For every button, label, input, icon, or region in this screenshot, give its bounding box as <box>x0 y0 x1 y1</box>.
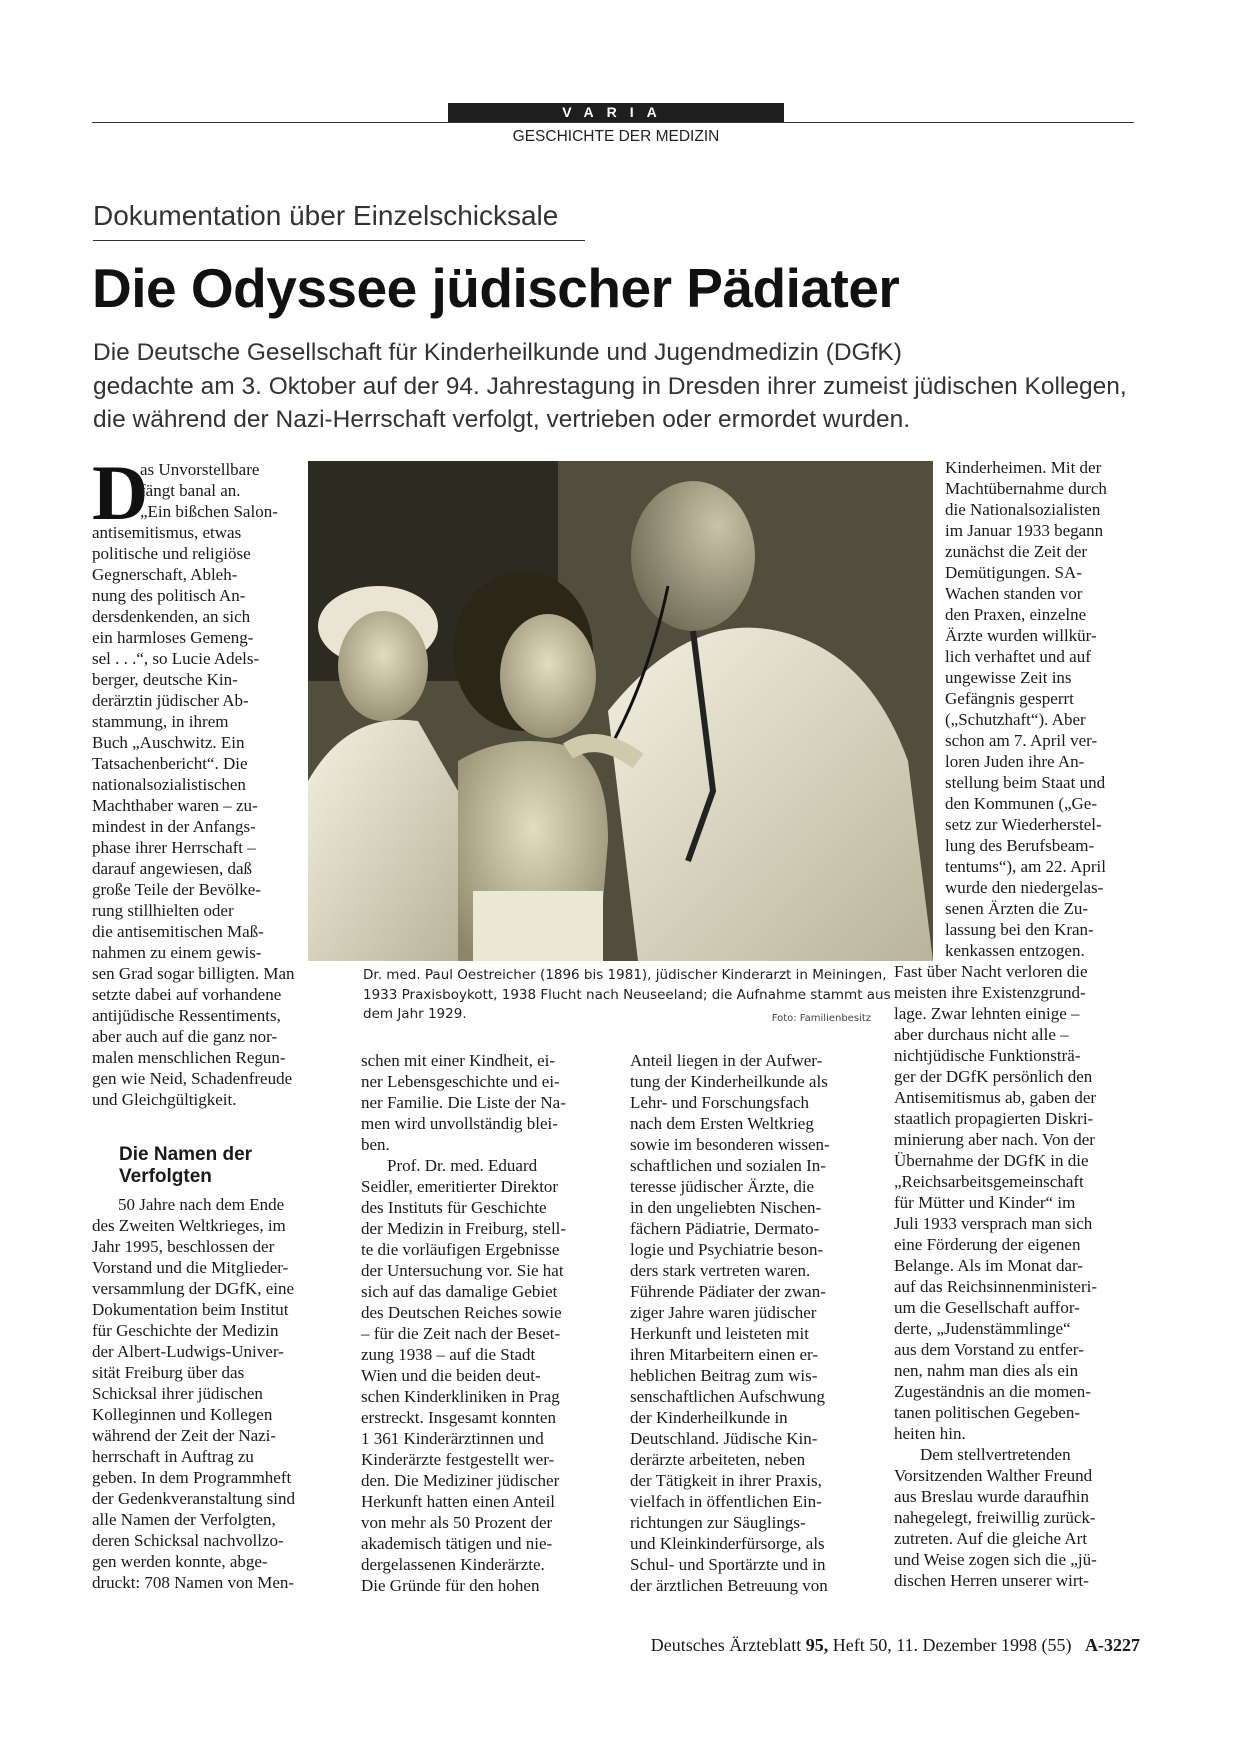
text-line: akademisch tätigen und nie- <box>361 1534 553 1553</box>
text-line: ein harmloses Gemeng- <box>92 628 254 647</box>
text-line: sität Freiburg über das <box>92 1363 245 1382</box>
text-line: für Geschichte der Medizin <box>92 1321 279 1340</box>
text-line: geben. In dem Programmheft <box>92 1468 292 1487</box>
text-line: Wachen standen vor <box>945 584 1083 603</box>
text-line: Demütigungen. SA- <box>945 563 1082 582</box>
text-line: ner Familie. Die Liste der Na- <box>361 1093 566 1112</box>
text-line: fächern Pädiatrie, Dermato- <box>630 1219 820 1238</box>
text-line: um die Gesellschaft auffor- <box>894 1298 1080 1317</box>
text-line: politische und religiöse <box>92 544 251 563</box>
text-line: wurde den niedergelas- <box>945 878 1104 897</box>
text-line: Deutschland. Jüdische Kin- <box>630 1429 818 1448</box>
lead-line: Die Deutsche Gesellschaft für Kinderheilkunde und Jugendmedizin (DGfK) <box>93 339 902 366</box>
caption-line: 1933 Praxisboykott, 1938 Flucht nach Neuseeland; die Aufnahme stammt aus <box>363 986 891 1003</box>
text-line: tanen politischen Gegeben- <box>894 1403 1080 1422</box>
text-line: teresse jüdischer Ärzte, die <box>630 1177 815 1196</box>
text-line: nahmen zu einem gewis- <box>92 943 262 962</box>
text-line: des Deutschen Reiches sowie <box>361 1303 562 1322</box>
text-line: Die Gründe für den hohen <box>361 1576 540 1595</box>
page-number: A-3227 <box>1085 1635 1140 1655</box>
text-line: meisten ihre Existenzgrund- <box>894 983 1086 1002</box>
text-line: gen wie Neid, Schadenfreude <box>92 1069 293 1088</box>
text-line: nach dem Ersten Weltkrieg <box>630 1114 814 1133</box>
text-line: berger, deutsche Kin- <box>92 670 238 689</box>
text-line: versammlung der DGfK, eine <box>92 1279 295 1298</box>
text-line: zung 1938 – auf die Stadt <box>361 1345 536 1364</box>
text-line: der Medizin in Freiburg, stell- <box>361 1219 567 1238</box>
text-line: setz zur Wiederherstel- <box>945 815 1102 834</box>
text-line: nung des politisch An- <box>92 586 246 605</box>
column-2 <box>361 1050 602 1596</box>
text-line: Jahr 1995, beschlossen der <box>92 1237 275 1256</box>
text-line: Übernahme der DGfK in die <box>894 1151 1089 1170</box>
text-line: sen Grad sogar billigten. Man <box>92 964 295 983</box>
text-line: Vorstand und die Mitglieder- <box>92 1258 289 1277</box>
text-line: Fast über Nacht verloren die <box>894 962 1088 981</box>
text-line: den Kommunen („Ge- <box>945 794 1098 813</box>
text-line: ungewisse Zeit ins <box>945 668 1072 687</box>
text-line: dischen Herren unserer wirt- <box>894 1571 1089 1590</box>
text-line: Herkunft und leisteten mit <box>630 1324 809 1343</box>
text-line: Wien und die beiden deut- <box>361 1366 541 1385</box>
text-line: sich auf das damalige Gebiet <box>361 1282 558 1301</box>
text-line: gen werden konnte, abge- <box>92 1552 268 1571</box>
text-line: erstreckt. Insgesamt konnten <box>361 1408 556 1427</box>
text-line: Antisemitismus ab, gaben der <box>894 1088 1097 1107</box>
caption-line: dem Jahr 1929. <box>363 1006 467 1022</box>
text-line: und Weise zogen sich die „jü- <box>894 1550 1097 1569</box>
text-line: Juli 1933 versprach man sich <box>894 1214 1093 1233</box>
text-line: („Schutzhaft“). Aber <box>945 710 1086 729</box>
text-line: men wird unvollständig blei- <box>361 1114 558 1133</box>
column-1-bottom <box>92 1194 333 1593</box>
text-line: richtungen zur Säuglings- <box>630 1513 806 1532</box>
text-line: te die vorläufigen Ergebnisse <box>361 1240 560 1259</box>
text-line: tentums“), am 22. April <box>945 857 1107 876</box>
text-line: auf das Reichsinnenministeri- <box>894 1277 1098 1296</box>
text-line: Machthaber waren – zu- <box>92 796 258 815</box>
text-line: große Teile der Bevölke- <box>92 880 261 899</box>
kicker-underline <box>93 240 585 241</box>
text-line: derärztin jüdischer Ab- <box>92 691 249 710</box>
text-line: Kolleginnen und Kollegen <box>92 1405 273 1424</box>
text-line: der Gedenkveranstaltung sind <box>92 1489 295 1508</box>
text-line: eine Förderung der eigenen <box>894 1235 1081 1254</box>
page-footer <box>580 1635 1140 1656</box>
text-line: nen, nahm man dies als ein <box>894 1361 1079 1380</box>
text-line: antisemitismus, etwas <box>92 523 242 542</box>
text-line: schen Kinderkliniken in Prag <box>361 1387 560 1406</box>
text-line: nationalsozialistischen <box>92 775 246 794</box>
text-line: Gefängnis gesperrt <box>945 689 1074 708</box>
headline: Die Odyssee jüdischer Pädiater <box>92 257 900 319</box>
text-line: schon am 7. April ver- <box>945 731 1098 750</box>
text-line: Dokumentation beim Institut <box>92 1300 289 1319</box>
text-line: malen menschlichen Regun- <box>92 1048 286 1067</box>
rubric-label: VARIA <box>448 103 784 122</box>
text-line: Anteil liegen in der Aufwer- <box>630 1051 823 1070</box>
text-line: aber auch auf die ganz nor- <box>92 1027 278 1046</box>
text-line: aus dem Vorstand zu entfer- <box>894 1340 1084 1359</box>
journal-name: Deutsches Ärzteblatt <box>650 1635 802 1655</box>
text-line: fängt banal an. <box>140 481 241 500</box>
text-line: ders stark vertreten waren. <box>630 1261 811 1280</box>
text-line: as Unvorstellbare <box>140 460 260 479</box>
text-line: Vorsitzenden Walther Freund <box>894 1466 1093 1485</box>
text-line: der Albert-Ludwigs-Univer- <box>92 1342 284 1361</box>
text-line: und Gleichgültigkeit. <box>92 1090 237 1109</box>
text-line: schaftlichen und sozialen In- <box>630 1156 826 1175</box>
text-line: in den ungeliebten Nischen- <box>630 1198 822 1217</box>
text-line: Gegnerschaft, Ableh- <box>92 565 238 584</box>
text-line: während der Zeit der Nazi- <box>92 1426 277 1445</box>
text-line: stellung beim Staat und <box>945 773 1106 792</box>
text-line: staatlich propagierten Diskri- <box>894 1109 1094 1128</box>
column-3 <box>630 1050 871 1596</box>
text-line: ziger Jahre waren jüdischer <box>630 1303 817 1322</box>
text-line: phase ihrer Herrschaft – <box>92 838 256 857</box>
text-line: rung stillhielten oder <box>92 901 234 920</box>
lead-line: gedachte am 3. Oktober auf der 94. Jahrestagung in Dresden ihrer zumeist jüdischen Kollegen, <box>93 372 1127 400</box>
text-line: sel . . .“, so Lucie Adels- <box>92 649 260 668</box>
caption-line: Dr. med. Paul Oestreicher (1896 bis 1981), jüdischer Kinderarzt in Meiningen, <box>363 967 887 983</box>
text-line: stammung, in ihrem <box>92 712 229 731</box>
kicker: Dokumentation über Einzelschicksale <box>93 200 559 231</box>
text-line: derärzte arbeiteten, neben <box>630 1450 806 1469</box>
text-line: der ärztlichen Betreuung von <box>630 1576 828 1595</box>
text-line: tung der Kinderheilkunde als <box>630 1072 828 1091</box>
text-line: mindest in der Anfangs- <box>92 817 256 836</box>
subheading-line: Die Namen der <box>119 1144 253 1165</box>
column-4-bottom <box>894 961 1134 1591</box>
text-line: aber durchaus nicht alle – <box>894 1025 1069 1044</box>
text-line: von mehr als 50 Prozent der <box>361 1513 553 1532</box>
text-line: ger der DGfK persönlich den <box>894 1067 1093 1086</box>
text-line: minierung aber nach. Von der <box>894 1130 1095 1149</box>
text-line: druckt: 708 Namen von Men- <box>92 1573 295 1592</box>
text-line: lung des Berufsbeam- <box>945 836 1095 855</box>
text-line: Führende Pädiater der zwan- <box>630 1282 826 1301</box>
text-line: Schul- und Sportärzte und in <box>630 1555 826 1574</box>
text-line: Lehr- und Forschungsfach <box>630 1093 810 1112</box>
text-line: Dem stellvertretenden <box>920 1445 1071 1464</box>
text-line: den. Die Mediziner jüdischer <box>361 1471 560 1490</box>
text-line: heblichen Beitrag zum wis- <box>630 1366 818 1385</box>
text-line: herrschaft in Auftrag zu <box>92 1447 254 1466</box>
drop-cap: D <box>92 449 149 536</box>
text-line: kenkassen entzogen. <box>945 941 1085 960</box>
text-line: und Kleinkinderfürsorge, als <box>630 1534 825 1553</box>
historic-photo <box>308 461 933 961</box>
text-line: nahegelegt, freiwillig zurück- <box>894 1508 1096 1527</box>
header-rule <box>92 122 1134 123</box>
text-line: lich verhaftet und auf <box>945 647 1091 666</box>
text-line: alle Namen der Verfolgten, <box>92 1510 276 1529</box>
text-line: der Tätigkeit in ihrer Praxis, <box>630 1471 822 1490</box>
text-line: schen mit einer Kindheit, ei- <box>361 1051 556 1070</box>
text-line: den Praxen, einzelne <box>945 605 1087 624</box>
text-line: dersdenkenden, an sich <box>92 607 251 626</box>
text-line: heiten hin. <box>894 1424 966 1443</box>
text-line: 50 Jahre nach dem Ende <box>118 1195 285 1214</box>
text-line: ihren Mitarbeitern einen er- <box>630 1345 818 1364</box>
text-line: Belange. Als im Monat dar- <box>894 1256 1083 1275</box>
text-line: senen Ärzten die Zu- <box>945 899 1089 918</box>
text-line: Prof. Dr. med. Eduard <box>387 1156 538 1175</box>
column-1-top <box>92 449 333 1110</box>
column-4-top <box>945 457 1134 961</box>
text-line: ben. <box>361 1135 390 1154</box>
text-line: Machtübernahme durch <box>945 479 1107 498</box>
text-line: setzte dabei auf vorhandene <box>92 985 282 1004</box>
volume: 95, <box>805 1635 829 1655</box>
subheading <box>119 1144 252 1188</box>
text-line: lassung bei den Kran- <box>945 920 1094 939</box>
text-line: deren Schicksal nachvollzo- <box>92 1531 284 1550</box>
text-line: sowie im besonderen wissen- <box>630 1135 830 1154</box>
text-line: antijüdische Ressentiments, <box>92 1006 281 1025</box>
text-line: – für die Zeit nach der Beset- <box>361 1324 561 1343</box>
text-line: im Januar 1933 begann <box>945 521 1104 540</box>
text-line: ner Lebensgeschichte und ei- <box>361 1072 560 1091</box>
text-line: vielfach in öffentlichen Ein- <box>630 1492 822 1511</box>
text-line: Zugeständnis an die momen- <box>894 1382 1091 1401</box>
text-line: nichtjüdische Funktionsträ- <box>894 1046 1081 1065</box>
text-line: „Ein bißchen Salon- <box>140 502 278 521</box>
text-line: Buch „Auschwitz. Ein <box>92 733 245 752</box>
text-line: 1 361 Kinderärztinnen und <box>361 1429 544 1448</box>
text-line: Kinderheimen. Mit der <box>945 458 1102 477</box>
text-line: für Mütter und Kinder“ im <box>894 1193 1076 1212</box>
text-line: Seidler, emeritierter Direktor <box>361 1177 559 1196</box>
text-line: aus Breslau wurde daraufhin <box>894 1487 1089 1506</box>
text-line: senschaftlichen Aufschwung <box>630 1387 825 1406</box>
lead-paragraph <box>93 336 1143 437</box>
text-line: zutreten. Auf die gleiche Art <box>894 1529 1088 1548</box>
photo-credit: Foto: Familienbesitz <box>771 1013 871 1024</box>
text-line: darauf angewiesen, daß <box>92 859 253 878</box>
text-line: dergelassenen Kinderärzte. <box>361 1555 545 1574</box>
text-line: der Kinderheilkunde in <box>630 1408 788 1427</box>
text-line: der Untersuchung vor. Sie hat <box>361 1261 564 1280</box>
photo-illustration <box>308 461 933 961</box>
text-line: des Instituts für Geschichte <box>361 1198 547 1217</box>
text-line: die Nationalsozialisten <box>945 500 1101 519</box>
text-line: derte, „Judenstämmlinge“ <box>894 1319 1071 1338</box>
text-line: die antisemitischen Maß- <box>92 922 264 941</box>
text-line: loren Juden ihre An- <box>945 752 1085 771</box>
lead-line: die während der Nazi-Herrschaft verfolgt, vertrieben oder ermordet wurden. <box>93 406 911 433</box>
text-line: Ärzte wurden willkür- <box>945 626 1097 645</box>
text-line: logie und Psychiatrie beson- <box>630 1240 824 1259</box>
issue-info: Heft 50, 11. Dezember 1998 (55) <box>832 1635 1072 1655</box>
text-line: „Reichsarbeitsgemeinschaft <box>894 1172 1084 1191</box>
subheading-line: Verfolgten <box>119 1166 212 1187</box>
text-line: Tatsachenbericht“. Die <box>92 754 248 773</box>
text-line: lage. Zwar lehnten einige – <box>894 1004 1080 1023</box>
text-line: Schicksal ihrer jüdischen <box>92 1384 263 1403</box>
section-label: GESCHICHTE DER MEDIZIN <box>512 128 720 145</box>
text-line: zunächst die Zeit der <box>945 542 1088 561</box>
text-line: Herkunft hatten einen Anteil <box>361 1492 556 1511</box>
text-line: des Zweiten Weltkrieges, im <box>92 1216 286 1235</box>
text-line: Kinderärzte festgestellt wer- <box>361 1450 555 1469</box>
